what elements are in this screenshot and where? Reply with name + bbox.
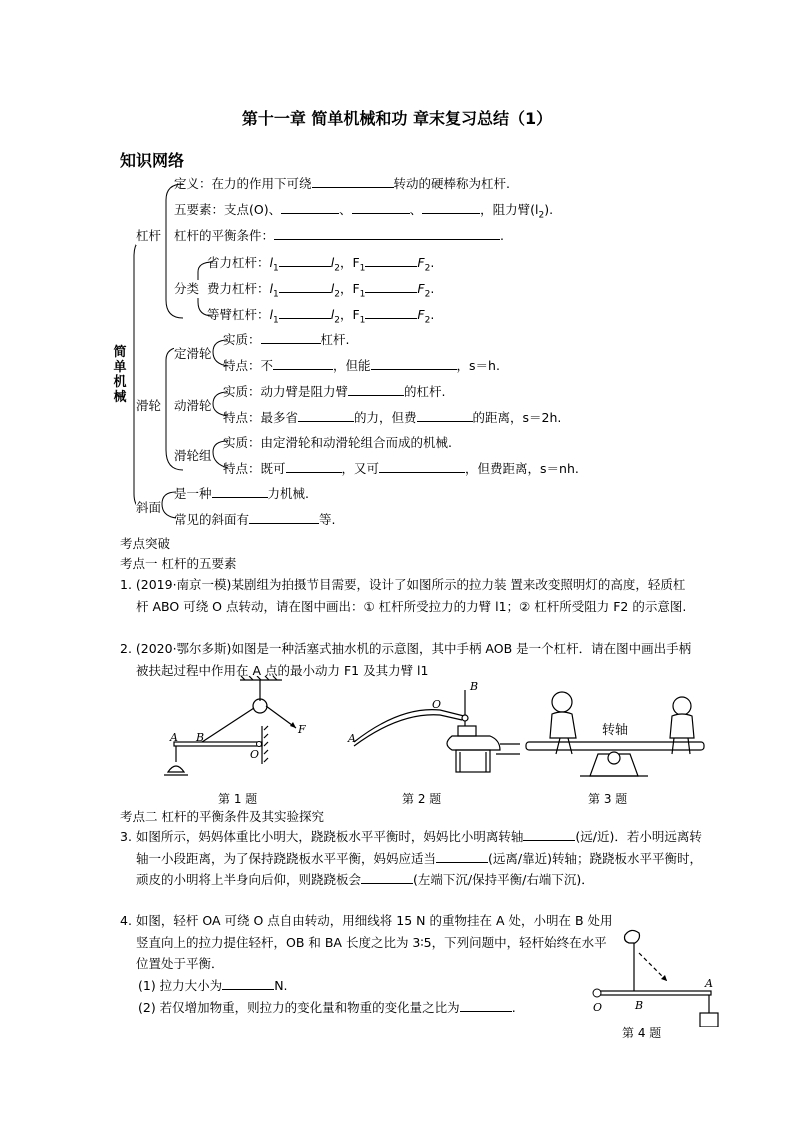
figure-3-seesaw [520, 680, 710, 780]
lever-balance-condition: 杠杆的平衡条件： . [174, 228, 504, 243]
fig3-axis-label: 转轴 [602, 723, 629, 738]
figure-1-lever-lamp [150, 676, 320, 791]
fig2-label-A: A [348, 732, 356, 745]
fig1-label-A: A [170, 731, 178, 744]
lever-classify-label: 分类 [174, 281, 200, 296]
incline-label: 斜面 [136, 500, 162, 515]
pulley-label: 滑轮 [136, 398, 162, 413]
incline-line-1: 是一种 力机械. [174, 486, 309, 501]
fig4-label-A: A [705, 977, 713, 990]
point-one-heading: 考点一 杠杆的五要素 [120, 556, 237, 571]
moving-pulley-essence: 实质：动力臂是阻力臂 的杠杆. [223, 384, 446, 399]
fixed-pulley-feature: 特点：不 ，但能 ，s＝h. [223, 358, 500, 373]
figure-3-caption: 第 3 题 [588, 792, 628, 806]
pulley-block-feature: 特点：既可 ，又可 ，但费距离，s＝nh. [223, 461, 579, 476]
moving-pulley-label: 动滑轮 [174, 398, 212, 413]
pulley-block-label: 滑轮组 [174, 448, 212, 463]
question-1: 1. (2019·南京一模)某剧组为拍摄节目需要，设计了如图所示的拉力装 置来改变照明灯的高度，轻质杠杆 ABO 可绕 O 点转动，请在图中画出：① 杠杆所受拉力的力臂 l1；② 杠杆所受阻力 F2 的示意图. [120, 577, 687, 614]
lever-class-row: 省力杠杆：$l_1$ $l_2$，$F_1$ $F_2$. [207, 255, 435, 274]
fig4-label-B: B [635, 999, 644, 1012]
figure-4-lever-weight [585, 925, 725, 1027]
question-3: 3. 如图所示，妈妈体重比小明大，跷跷板水平平衡时，妈妈比小明离转轴 (远/近)．若小明远离转轴一小段距离，为了保持跷跷板水平平衡，妈妈应适当 (远离/靠近)转轴；跷跷板水平平衡时，顽皮的小明将上半身向后仰，则跷跷板会 (左端下沉/保持平衡/右端下沉)． [120, 829, 702, 887]
fig4-label-O: O [593, 1001, 603, 1014]
figure-2-water-pump [340, 680, 520, 775]
fig1-label-O: O [250, 748, 260, 761]
fig1-label-F: F [298, 723, 306, 736]
lever-class-row: 等臂杠杆：$l_1$ $l_2$，$F_1$ $F_2$. [207, 307, 435, 326]
tree-root-label: 简单机械 [113, 345, 127, 405]
fig1-label-B: B [196, 731, 205, 744]
moving-pulley-feature: 特点：最多省 的力，但费 的距离，s＝2h. [223, 410, 562, 425]
question-4-part-1: (1) 拉力大小为 N. [138, 978, 288, 993]
lever-five-elements: 五要素：支点(O)、 、 、 ，阻力臂$(l_2)$. [174, 202, 554, 221]
lever-label: 杠杆 [136, 228, 162, 243]
point-two-heading: 考点二 杠杆的平衡条件及其实验探究 [120, 809, 324, 824]
figure-2-caption: 第 2 题 [402, 792, 442, 806]
incline-line-2: 常见的斜面有 等. [174, 512, 336, 527]
question-4-part-2: (2) 若仅增加物重，则拉力的变化量和物重的变化量之比为 . [138, 1000, 516, 1015]
fixed-pulley-label: 定滑轮 [174, 346, 212, 361]
figure-1-caption: 第 1 题 [218, 792, 258, 806]
pulley-block-essence: 实质：由定滑轮和动滑轮组合而成的机械. [223, 435, 452, 450]
question-2: 2. (2020·鄂尔多斯)如图是一种活塞式抽水机的示意图，其中手柄 AOB 是一个杠杆．请在图中画出手柄被扶起过程中作用在 A 点的最小动力 F1 及其力臂 l1 [120, 641, 692, 678]
question-4: 4. 如图，轻杆 OA 可绕 O 点自由转动，用细线将 15 N 的重物挂在 A 处，小明在 B 处用竖直向上的拉力提住轻杆，OB 和 BA 长度之比为 3∶5，下列问题中，轻杆始终在水平位置处于平衡． [120, 913, 613, 971]
fixed-pulley-essence: 实质： 杠杆. [223, 332, 350, 347]
lever-class-row: 费力杠杆：$l_1$ $l_2$，$F_1$ $F_2$. [207, 281, 435, 300]
section-heading: 知识网络 [120, 151, 185, 170]
page-title: 第十一章 简单机械和功 章末复习总结（1） [241, 109, 553, 128]
fig2-label-O: O [432, 698, 442, 711]
points-heading: 考点突破 [120, 536, 171, 551]
lever-definition: 定义：在力的作用下可绕 转动的硬棒称为杠杆. [174, 176, 510, 191]
fig2-label-B: B [470, 680, 479, 693]
figure-4-caption: 第 4 题 [622, 1026, 662, 1040]
